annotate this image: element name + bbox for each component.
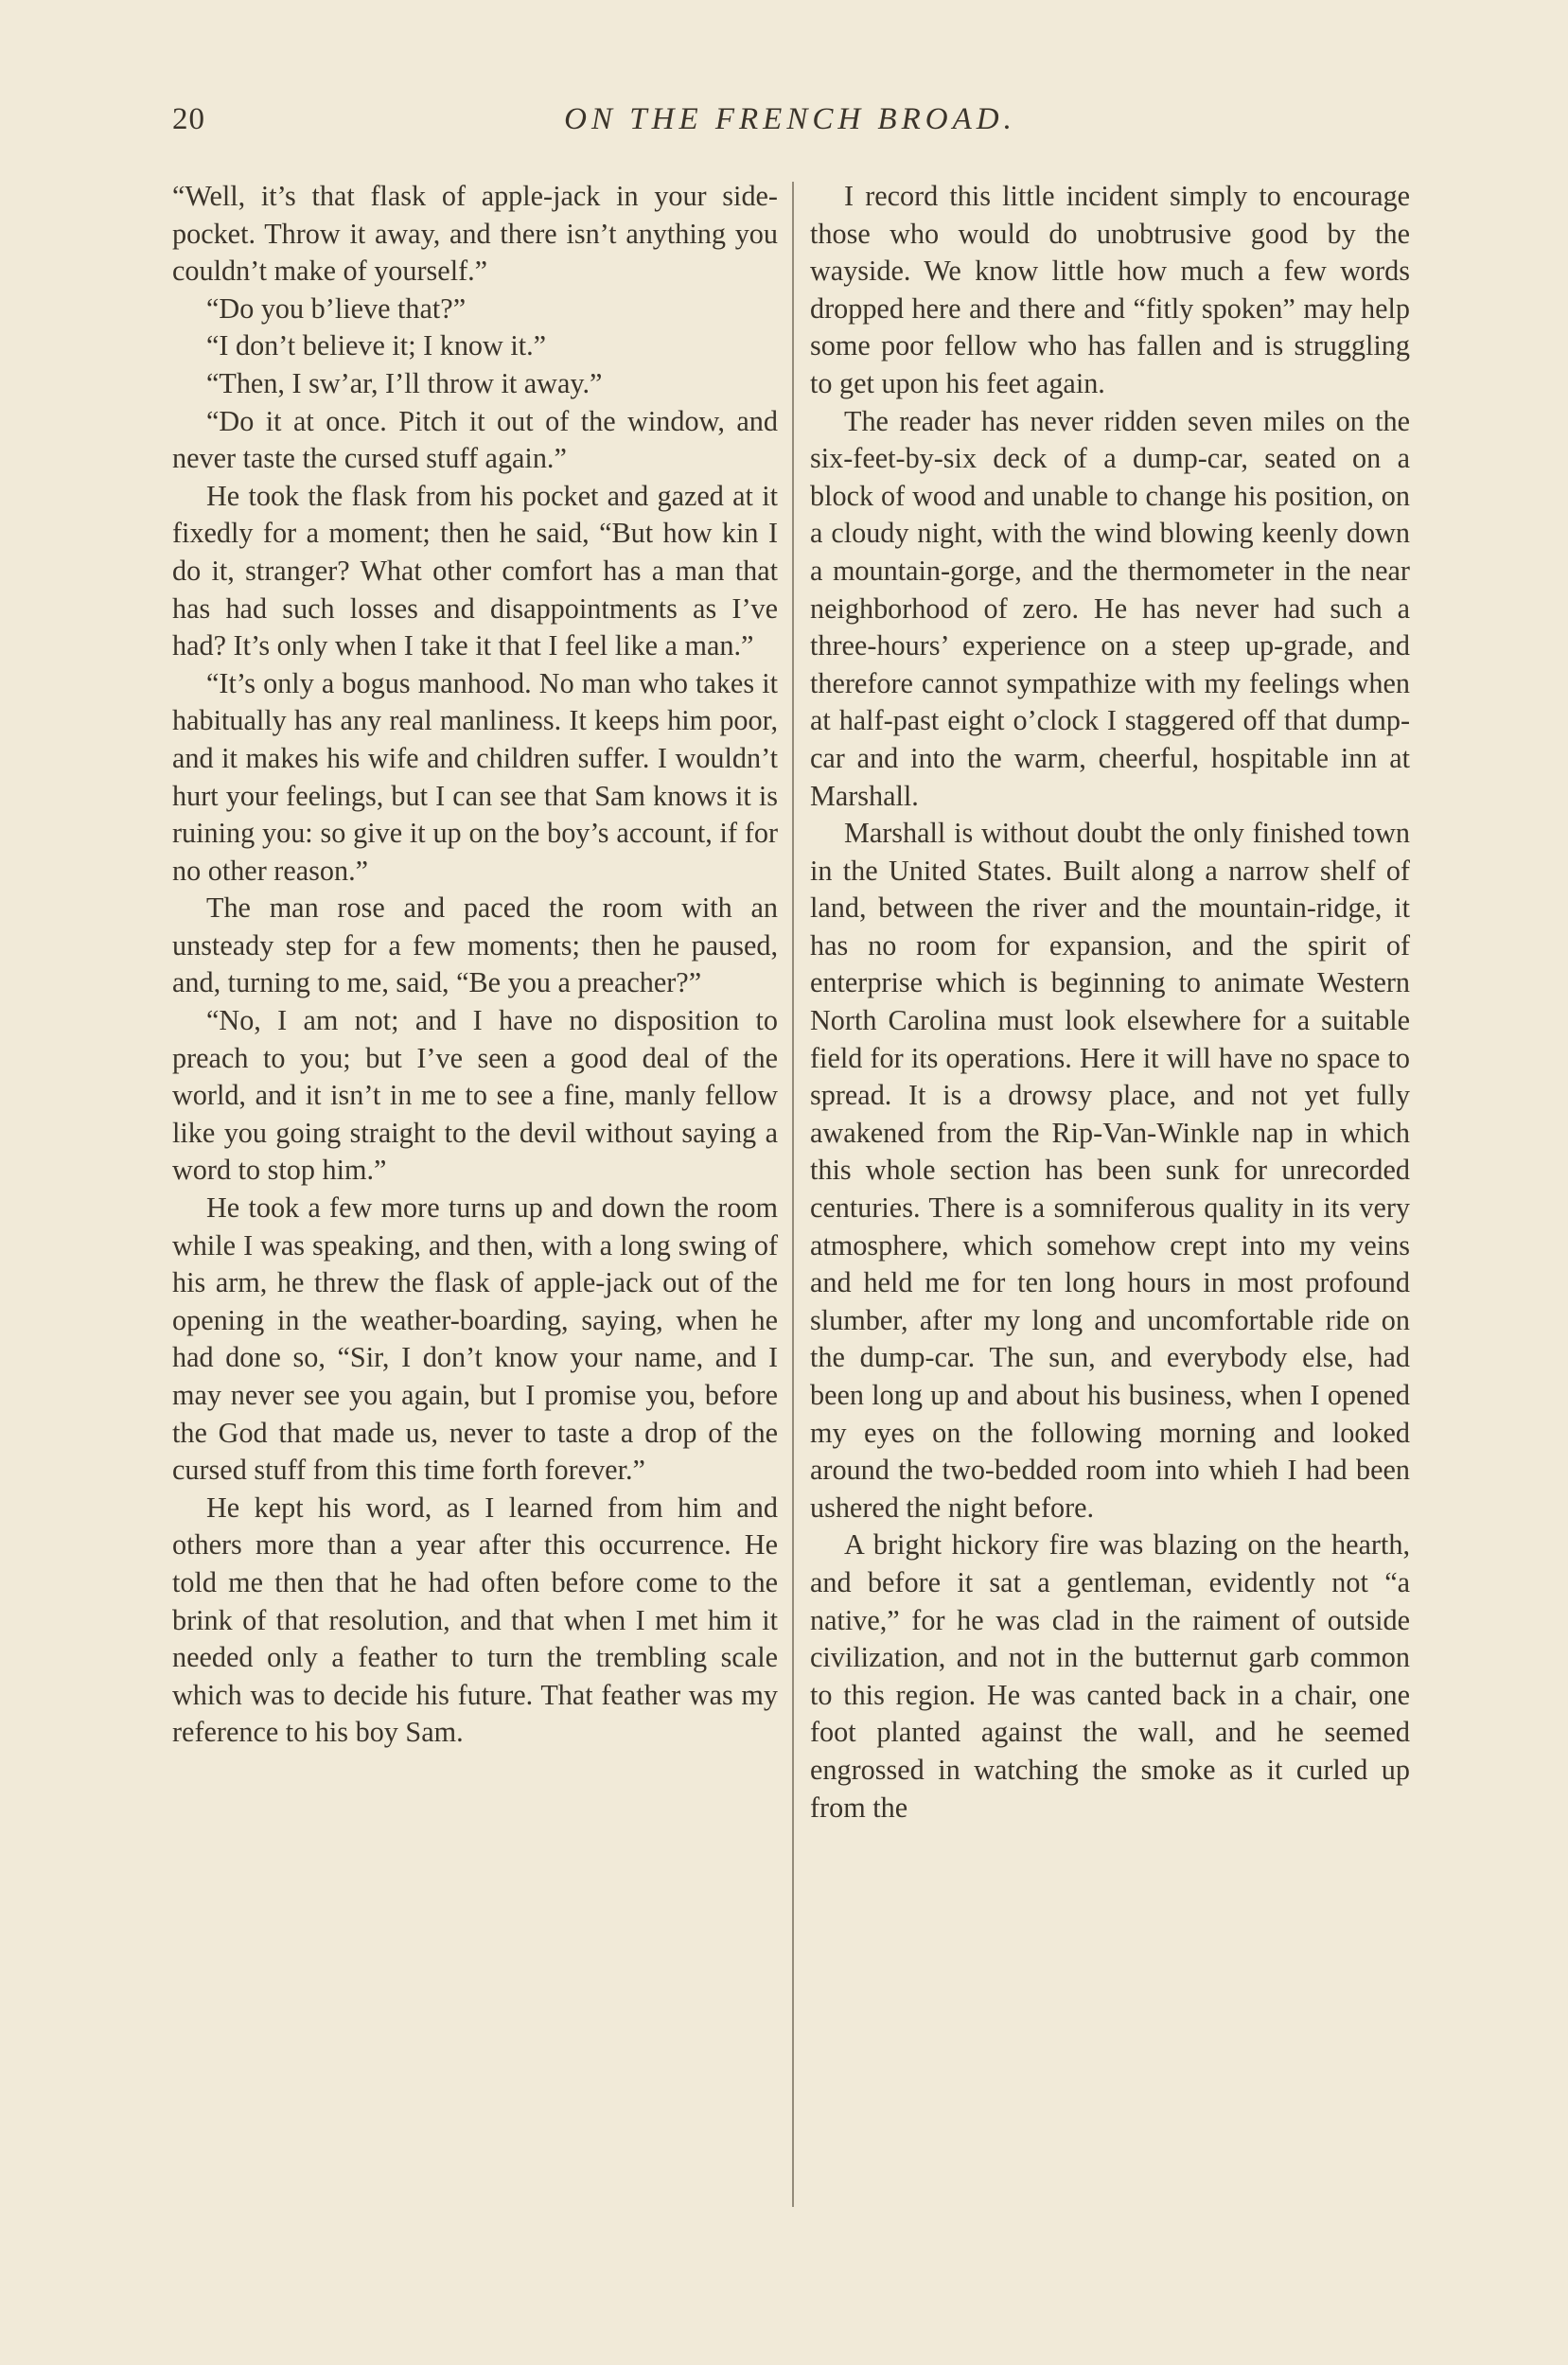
paragraph: He took the flask from his pocket and gazed at it fixedly for a moment; then he said, “But how kin I do it, stranger? What other comfort has a man that has had such losses and disappointments as I’ve had? It’s only when I take it that I feel like a man.”	[172, 479, 778, 662]
paragraph: He took a few more turns up and down the room while I was speaking, and then, with a long swing of his arm, he threw the flask of apple-jack out of the opening in the weather-boarding, saying, when he had done so, “Sir, I don’t know your name, and I may never see you again, but I promise you, before the God that made us, never to taste a drop of the cursed stuff from this time forth forever.”	[172, 1191, 778, 1487]
page-header	[172, 102, 1408, 159]
column-divider	[792, 182, 794, 2207]
paragraph: “Do you b’lieve that?”	[206, 291, 467, 325]
running-title: ON THE FRENCH BROAD.	[564, 102, 1016, 136]
paragraph: “Then, I sw’ar, I’ll throw it away.”	[206, 366, 603, 399]
paragraph: The man rose and paced the room with an unsteady step for a few moments; then he paused, and, turning to me, said, “Be you a preacher?”	[172, 891, 778, 999]
paragraph: “I don’t believe it; I know it.”	[206, 329, 547, 362]
paragraph: “No, I am not; and I have no disposition to preach to you; but I’ve seen a good deal of the world, and it isn’t in me to see a fine, manly fellow like you going straight to the devil without saying a word to stop him.”	[172, 1004, 778, 1187]
page-number: 20	[172, 102, 205, 136]
right-text-column	[810, 178, 1410, 1827]
paragraph: “Well, it’s that flask of apple-jack in your side-pocket. Throw it away, and there isn’t anything you couldn’t make of yourself.”	[172, 180, 778, 288]
paragraph: He kept his word, as I learned from him and others more than a year after this occurrence. He told me then that he had often before come to the brink of that resolution, and that when I met him it needed only a feather to turn the trembling scale which was to decide his future. That feather was my reference to his boy Sam.	[172, 1491, 778, 1749]
paragraph: Marshall is without doubt the only finished town in the United States. Built along a narrow shelf of land, between the river and the mountain-ridge, it has no room for expansion, and the spirit of enterprise which is beginning to animate Western North Carolina must look elsewhere for a suitable field for its operations. Here it will have no space to spread. It is a drowsy place, and not yet fully awakened from the Rip-Van-Winkle nap in which this whole section has been sunk for unrecorded centuries. There is a somniferous quality in its very atmosphere, which somehow crept into my veins and held me for ten long hours in most profound slumber, after my long and uncomfortable ride on the dump-car. The sun, and everybody else, had been long up and about his business, when I opened my eyes on the following morning and looked around the two-bedded room into whieh I had been ushered the night before.	[810, 817, 1410, 1524]
paragraph: I record this little incident simply to encourage those who would do unobtrusive good by the wayside. We know little how much a few words dropped here and there and “fitly spoken” may help some poor fellow who has fallen and is struggling to get upon his feet again.	[810, 180, 1410, 399]
paragraph: The reader has never ridden seven miles on the six-feet-by-six deck of a dump-car, seated on a block of wood and unable to change his position, on a cloudy night, with the wind blowing keenly down a mountain-gorge, and the thermometer in the near neighborhood of zero. He has never had such a three-hours’ experience on a steep up-grade, and therefore cannot sympathize with my feelings when at half-past eight o’clock I staggered off that dump-car and into the warm, cheerful, hospitable inn at Marshall.	[810, 404, 1410, 812]
paragraph: “It’s only a bogus manhood. No man who takes it habitually has any real manliness. It keeps him poor, and it makes his wife and children suffer. I wouldn’t hurt your feelings, but I can see that Sam knows it is ruining you: so give it up on the boy’s account, if for no other reason.”	[172, 666, 778, 887]
left-text-column	[172, 178, 778, 1752]
paragraph: “Do it at once. Pitch it out of the window, and never taste the cursed stuff again.”	[172, 404, 778, 475]
paragraph: A bright hickory fire was blazing on the hearth, and before it sat a gentleman, evidently not “a native,” for he was clad in the raiment of outside civilization, and not in the butternut garb common to this region. He was canted back in a chair, one foot planted against the wall, and he seemed engrossed in watching the smoke as it curled up from the	[810, 1528, 1410, 1824]
